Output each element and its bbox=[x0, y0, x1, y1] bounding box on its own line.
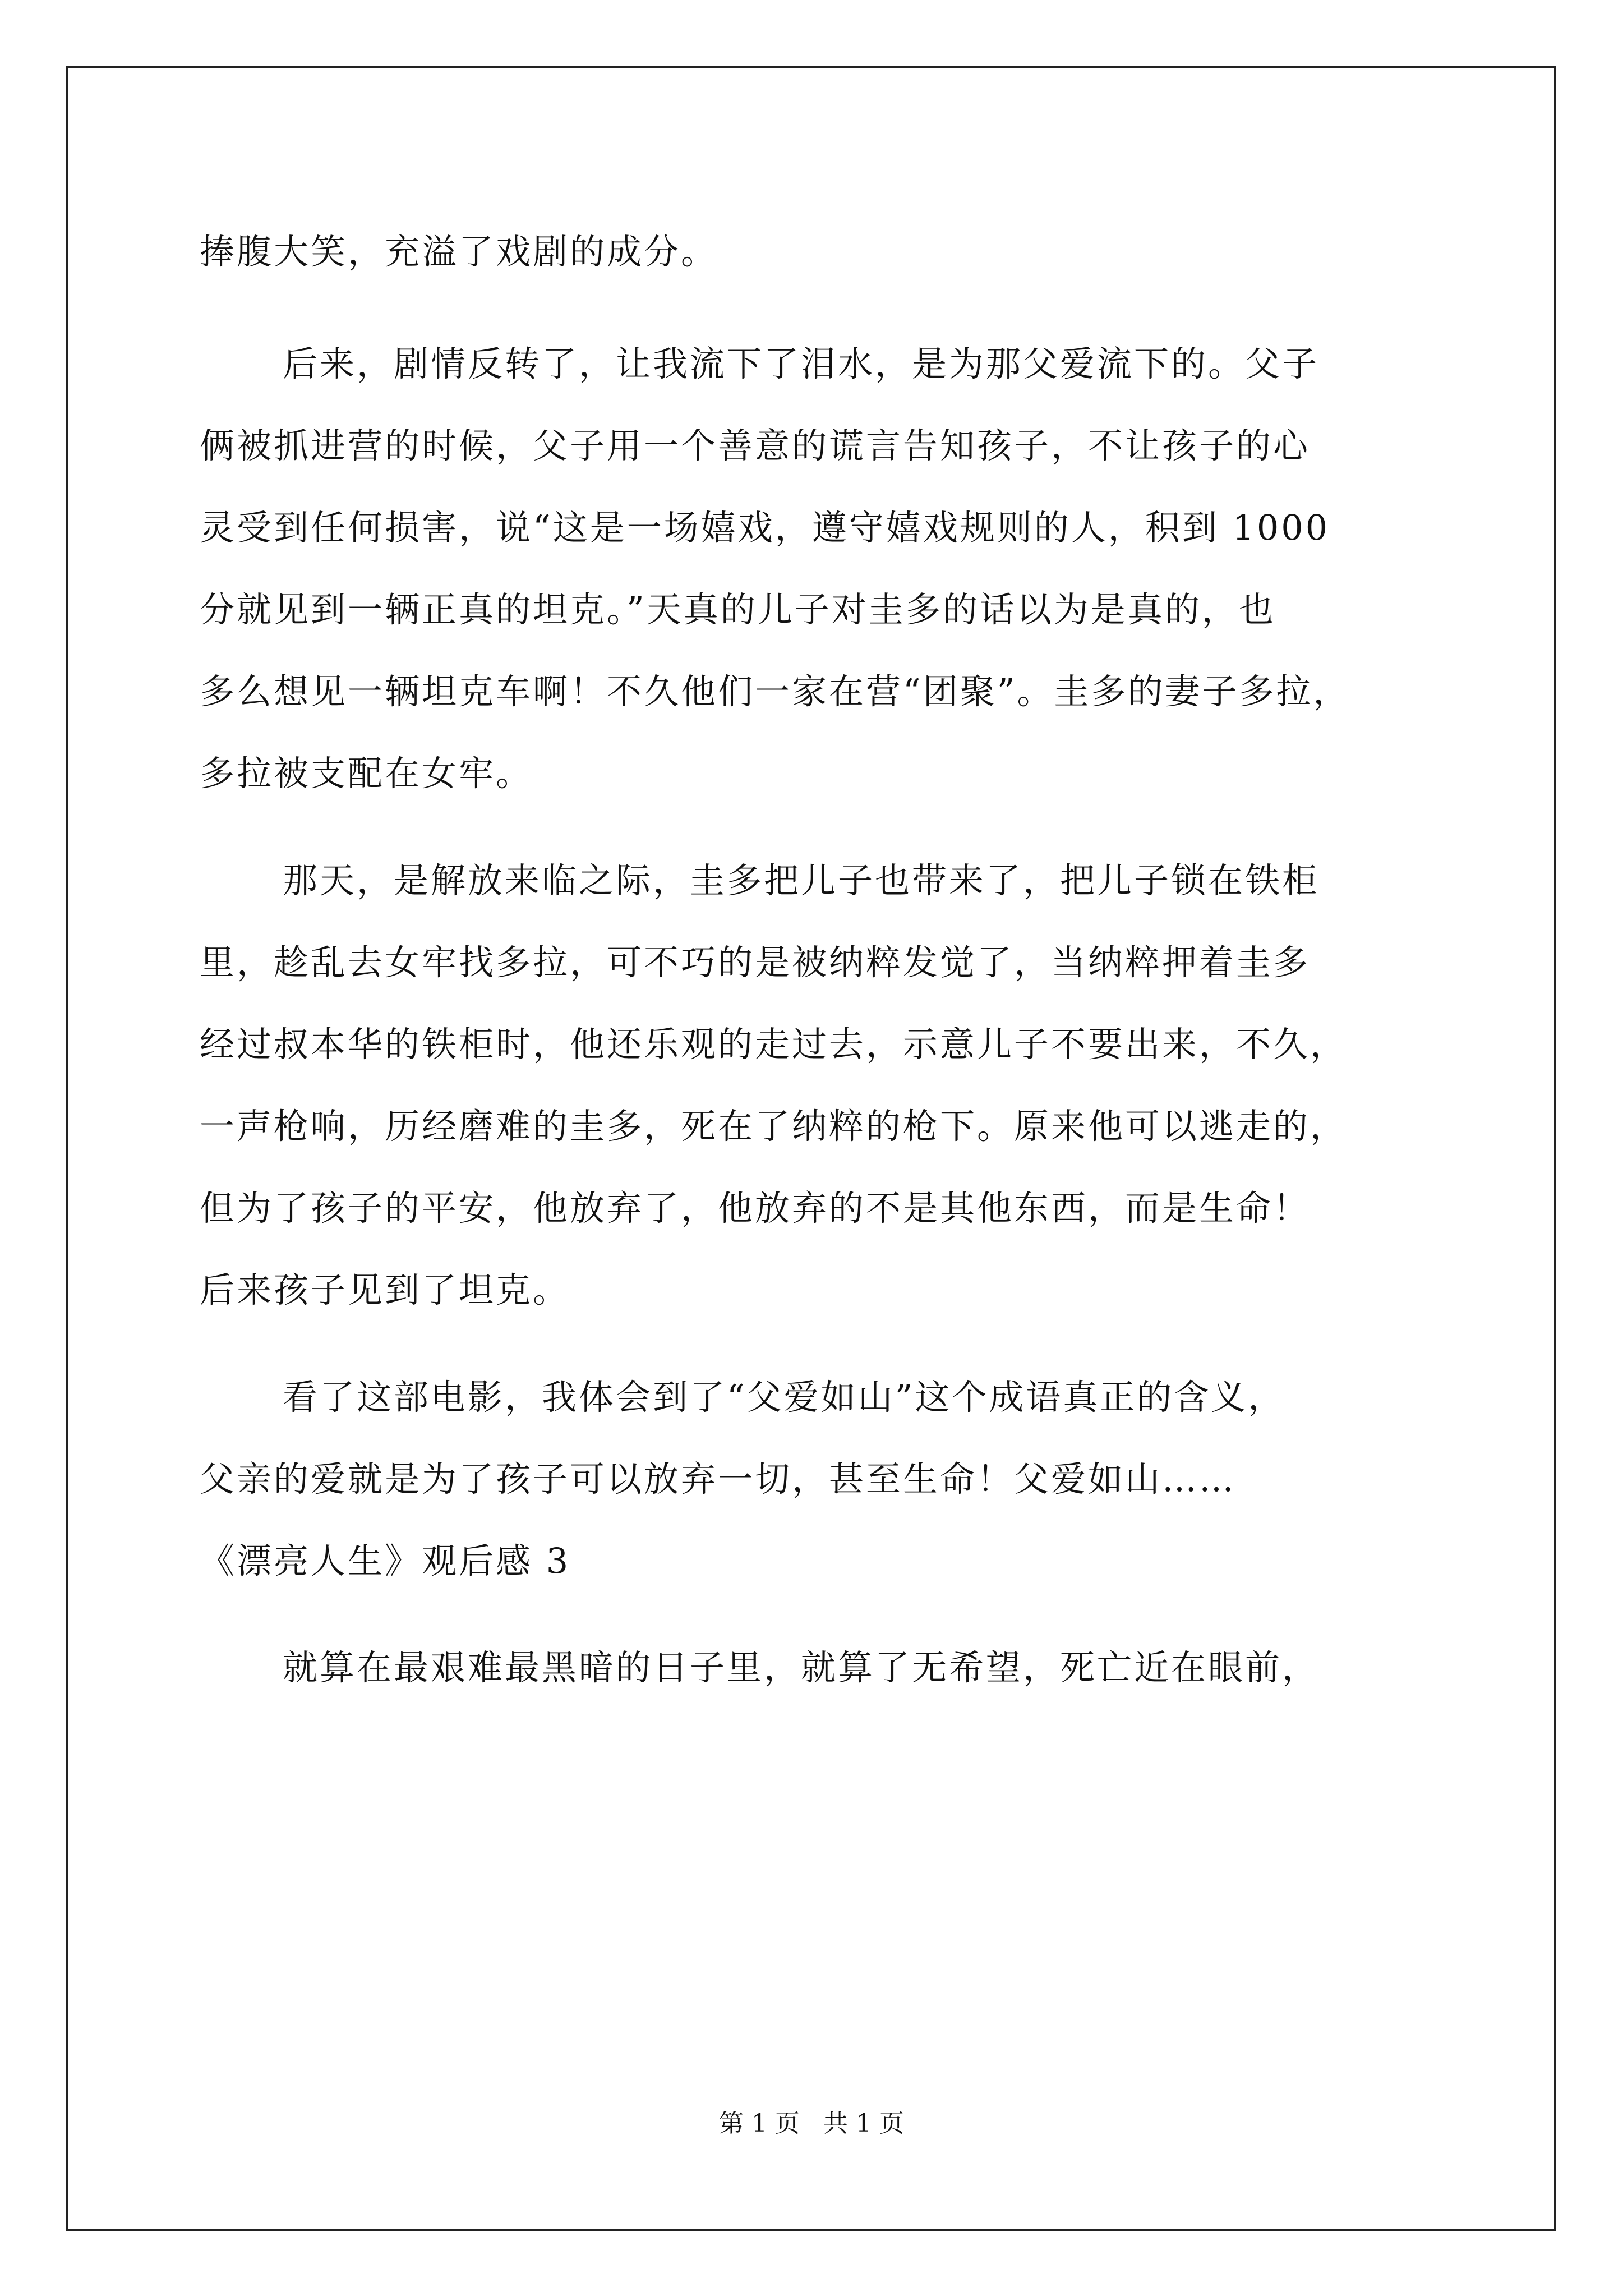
text-line: 灵受到任何损害，说“这是一场嬉戏，遵守嬉戏规则的人，积到 1000 bbox=[200, 507, 1330, 548]
text-line: 里，趁乱去女牢找多拉，可不巧的是被纳粹发觉了，当纳粹押着圭多 bbox=[200, 942, 1311, 983]
text-line: 一声枪响，历经磨难的圭多，死在了纳粹的枪下。原来他可以逃走的， bbox=[200, 1106, 1348, 1147]
page-border bbox=[66, 66, 1556, 2231]
paragraph-first-line: 就算在最艰难最黑暗的日子里，就算了无希望，死亡近在眼前， bbox=[283, 1647, 1320, 1688]
paragraph-first-line: 看了这部电影，我体会到了“父爱如山”这个成语真正的含义， bbox=[283, 1377, 1285, 1418]
text-line: 父亲的爱就是为了孩子可以放弃一切，甚至生命！父爱如山…… bbox=[200, 1458, 1237, 1499]
page-footer: 第 1 页 共 1 页 bbox=[719, 2109, 904, 2138]
paragraph-first-line: 后来，剧情反转了，让我流下了泪水，是为那父爱流下的。父子 bbox=[283, 343, 1320, 384]
text-line: 分就见到一辆正真的坦克。”天真的儿子对圭多的话以为是真的，也 bbox=[200, 589, 1276, 630]
text-line: 经过叔本华的铁柜时，他还乐观的走过去，示意儿子不要出来，不久， bbox=[200, 1024, 1348, 1065]
text-line: 但为了孩子的平安，他放弃了，他放弃的不是其他东西，而是生命！ bbox=[200, 1188, 1311, 1228]
section-heading: 《漂亮人生》观后感 3 bbox=[200, 1540, 571, 1581]
text-line: 多么想见一辆坦克车啊！不久他们一家在营“团聚”。圭多的妻子多拉， bbox=[200, 671, 1350, 712]
text-line: 多拉被支配在女牢。 bbox=[200, 753, 533, 794]
text-line: 捧腹大笑，充溢了戏剧的成分。 bbox=[200, 231, 718, 272]
text-line: 后来孩子见到了坦克。 bbox=[200, 1269, 570, 1310]
paragraph-first-line: 那天，是解放来临之际，圭多把儿子也带来了，把儿子锁在铁柜 bbox=[283, 860, 1320, 901]
text-line: 俩被抓进营的时候，父子用一个善意的谎言告知孩子，不让孩子的心 bbox=[200, 425, 1311, 466]
